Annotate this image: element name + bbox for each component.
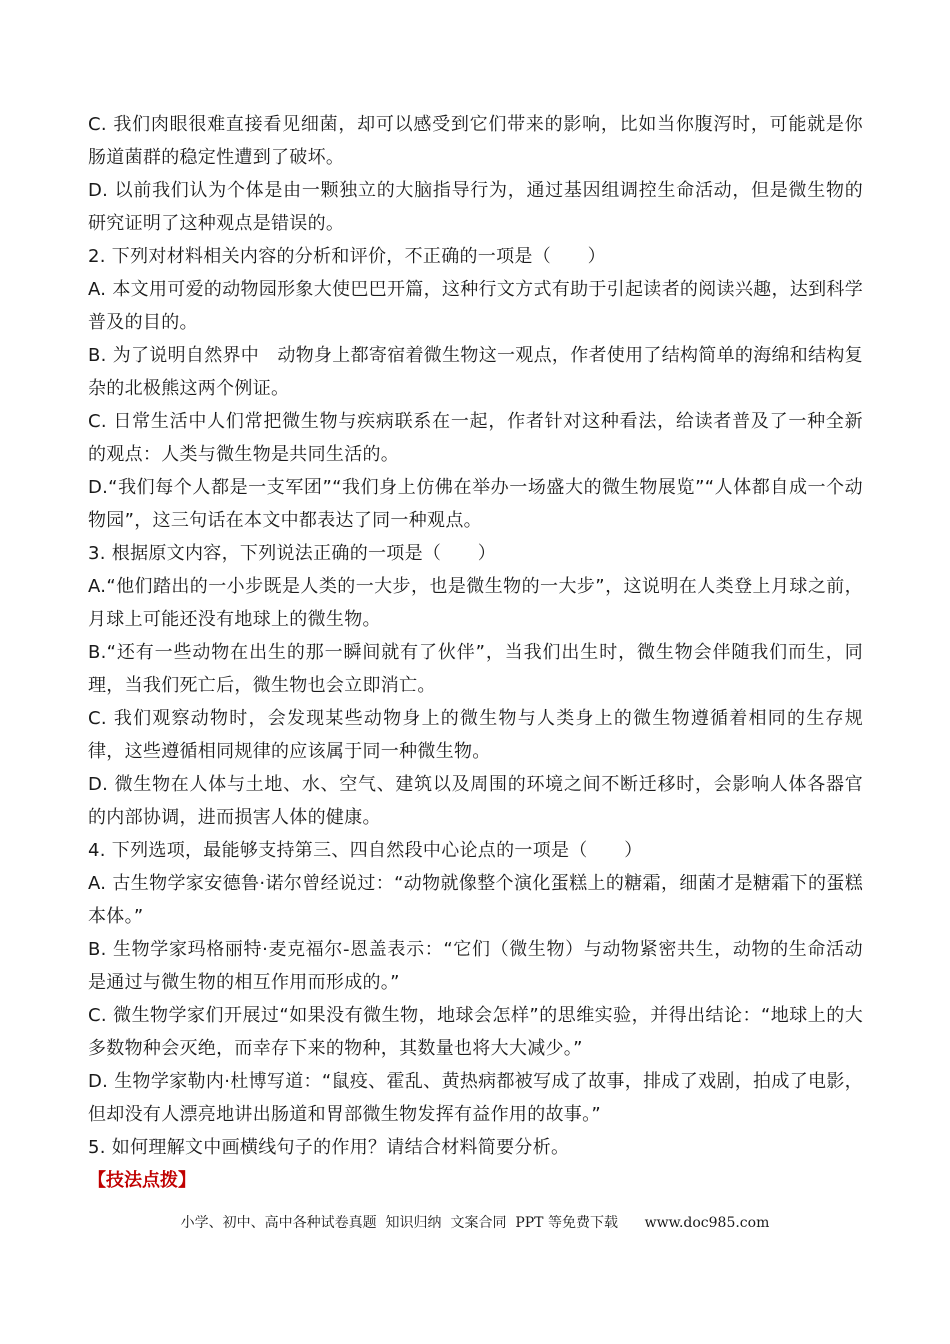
question-5: 5. 如何理解文中画横线句子的作用？请结合材料简要分析。 (88, 1137, 570, 1158)
question-4-option-d: D. 生物学家勒内·杜博写道：“鼠疫、霍乱、黄热病都被写成了故事，排成了戏剧，拍成了电影，但却没有人漂亮地讲出肠道和胃部微生物发挥有益作用的故事。” (88, 1071, 863, 1125)
question-4-option-a: A. 古生物学家安德鲁·诺尔曾经说过：“动物就像整个演化蛋糕上的糖霜，细菌才是糖霜下的蛋糕本体。” (88, 873, 863, 927)
question-3-option-b: B.“还有一些动物在出生的那一瞬间就有了伙伴”，当我们出生时，微生物会伴随我们而生，同理，当我们死亡后，微生物也会立即消亡。 (88, 642, 863, 696)
paragraph-option-d: D. 以前我们认为个体是由一颗独立的大脑指导行为，通过基因组调控生命活动，但是微生物的研究证明了这种观点是错误的。 (88, 180, 863, 234)
question-3-option-a: A.“他们踏出的一小步既是人类的一大步，也是微生物的一大步”，这说明在人类登上月球之前，月球上可能还没有地球上的微生物。 (88, 576, 863, 630)
page-footer: 小学、初中、高中各种试卷真题 知识归纳 文案合同 PPT 等免费下载 www.doc985.com (180, 1215, 770, 1231)
question-4-option-b: B. 生物学家玛格丽特·麦克福尔-恩盖表示：“它们（微生物）与动物紧密共生，动物的生命活动是通过与微生物的相互作用而形成的。” (88, 939, 863, 993)
question-2: 2. 下列对材料相关内容的分析和评价，不正确的一项是（ ） (88, 246, 606, 267)
document-body (88, 108, 863, 1197)
question-3-option-c: C. 我们观察动物时，会发现某些动物身上的微生物与人类身上的微生物遵循着相同的生存规律，这些遵循相同规律的应该属于同一种微生物。 (88, 708, 863, 762)
question-2-option-c: C. 日常生活中人们常把微生物与疾病联系在一起，作者针对这种看法，给读者普及了一种全新的观点：人类与微生物是共同生活的。 (88, 411, 863, 465)
question-4: 4. 下列选项，最能够支持第三、四自然段中心论点的一项是（ ） (88, 840, 643, 861)
question-3: 3. 根据原文内容，下列说法正确的一项是（ ） (88, 543, 497, 564)
question-2-option-d: D.“我们每个人都是一支军团”“我们身上仿佛在举办一场盛大的微生物展览”“人体都自成一个动物园”，这三句话在本文中都表达了同一种观点。 (88, 477, 863, 531)
question-4-option-c: C. 微生物学家们开展过“如果没有微生物，地球会怎样”的思维实验，并得出结论：“地球上的大多数物种会灭绝，而幸存下来的物种，其数量也将大大减少。” (88, 1005, 863, 1059)
paragraph-option-c: C. 我们肉眼很难直接看见细菌，却可以感受到它们带来的影响，比如当你腹泻时，可能就是你肠道菌群的稳定性遭到了破坏。 (88, 114, 863, 168)
question-3-option-d: D. 微生物在人体与土地、水、空气、建筑以及周围的环境之间不断迁移时，会影响人体各器官的内部协调，进而损害人体的健康。 (88, 774, 863, 828)
tip-heading: 【技法点拨】 (88, 1170, 196, 1191)
question-2-option-b: B. 为了说明自然界中 动物身上都寄宿着微生物这一观点，作者使用了结构简单的海绵和结构复杂的北极熊这两个例证。 (88, 345, 863, 399)
question-2-option-a: A. 本文用可爱的动物园形象大使巴巴开篇，这种行文方式有助于引起读者的阅读兴趣，达到科学普及的目的。 (88, 279, 863, 333)
